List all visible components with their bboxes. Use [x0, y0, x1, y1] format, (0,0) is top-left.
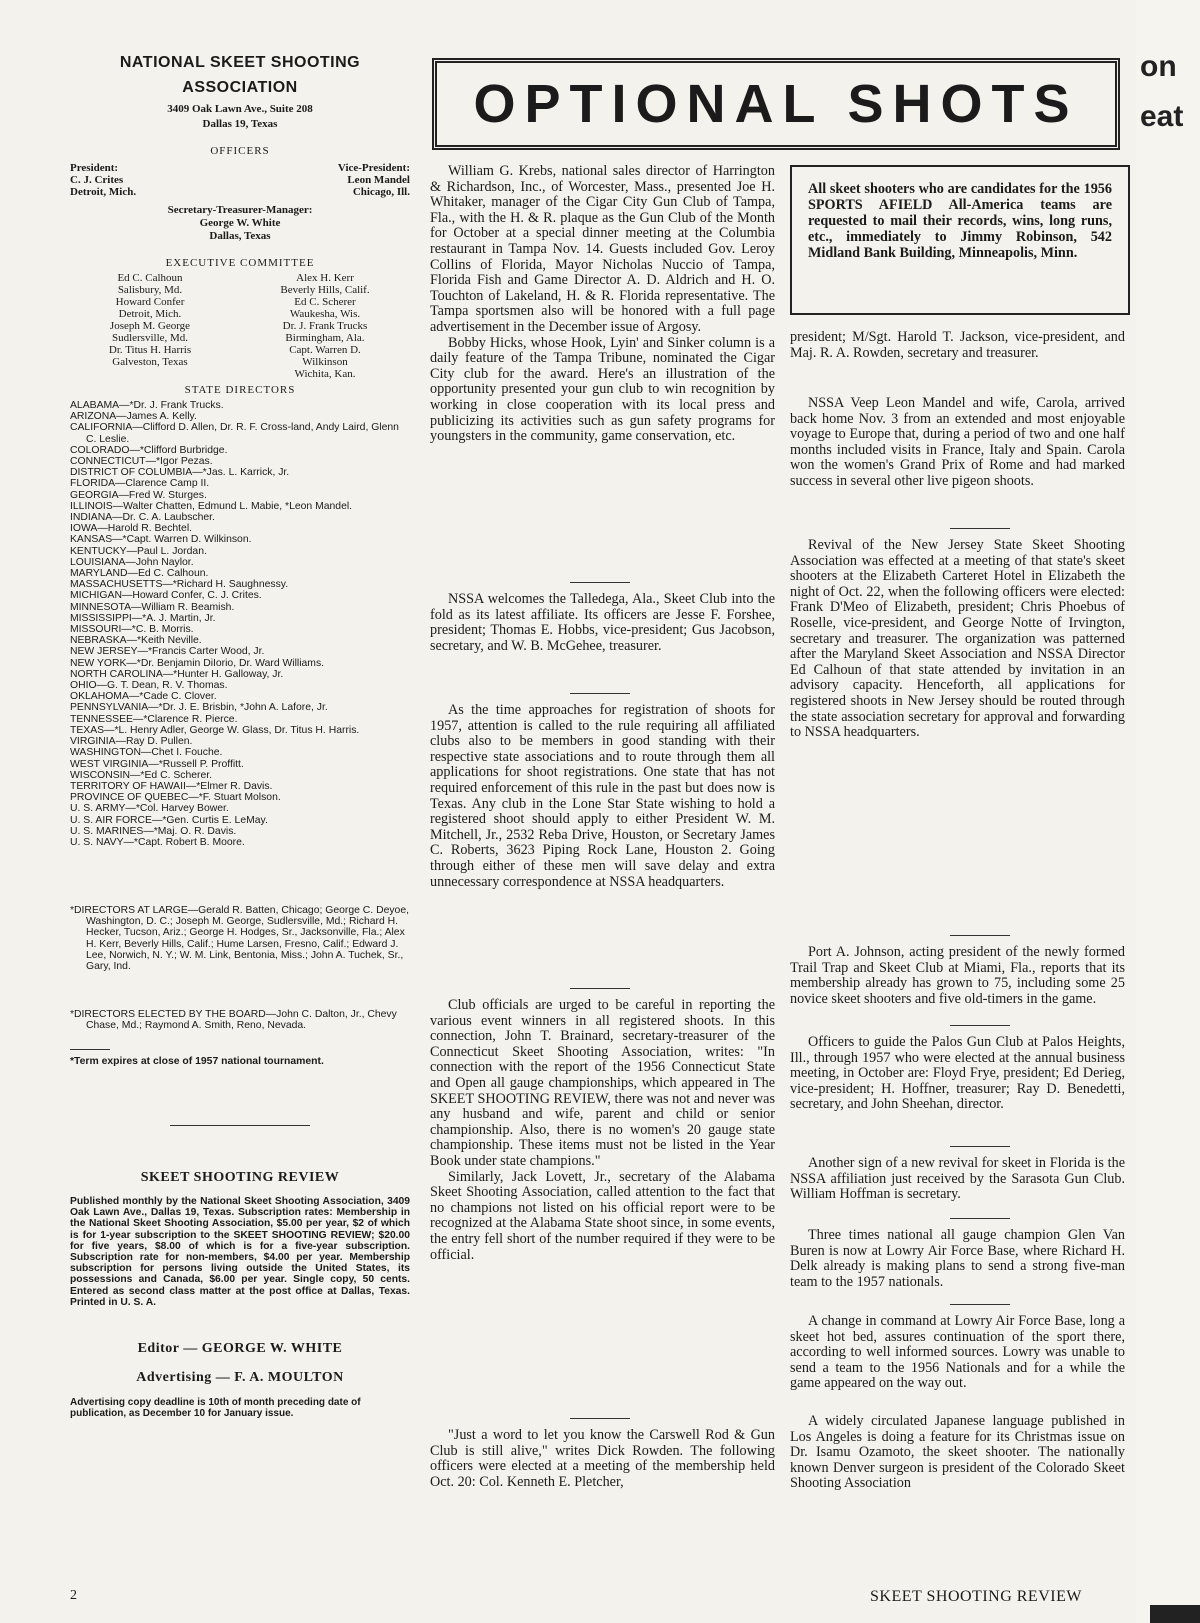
secretary-name: George W. White	[199, 217, 281, 229]
state-director-entry: CALIFORNIA—Clifford D. Allen, Dr. R. F. Cross-land, Andy Laird, Glenn C. Leslie.	[70, 422, 399, 445]
state-director-entry: MISSISSIPPI—*A. J. Martin, Jr.	[70, 612, 216, 624]
president-city: Detroit, Mich.	[70, 186, 137, 198]
exec-city: Beverly Hills, Calif.	[280, 284, 370, 296]
exec-member: Ed C. Calhoun	[117, 272, 183, 284]
state-director-entry: U. S. MARINES—*Maj. O. R. Davis.	[70, 825, 237, 837]
state-director-entry: ALABAMA—*Dr. J. Frank Trucks.	[70, 400, 224, 411]
state-director-entry: LOUISIANA—John Naylor.	[70, 556, 194, 568]
president-name: C. J. Crites	[70, 174, 124, 186]
separator-rule	[950, 1146, 1010, 1147]
article-paragraph: As the time approaches for registration of shoots for 1957, attention is called to the rule requiring all affiliated clubs also to be members in good standing with their respective state associations and to route through them all applications for shoot registrations. One state that has not required enforcement of this rule in the past but does now is Texas. Any club in the Lone Star State wishing to hold a registered shoot should apply to either President W. M. Mitchell, Jr., 2532 Reba Drive, Houston, or Secretary James C. Roberts, 3623 Piping Rock Lane, Houston 2. Going through either of these men will save delay and extra unnecessary correspondence at NSSA headquarters.	[430, 702, 775, 890]
state-directors-list	[70, 400, 410, 848]
article-block	[430, 998, 775, 1263]
article-paragraph: A widely circulated Japanese language published in Los Angeles is doing a feature for its Christmas issue on Dr. Isamu Ozamoto, the skeet shooter. The nationally known Denver surgeon is president of the Colorado Skeet Shooting Association	[790, 1413, 1125, 1492]
state-director-entry: NEW JERSEY—*Francis Carter Wood, Jr.	[70, 646, 265, 658]
article-block	[430, 1428, 775, 1490]
article-block	[790, 1156, 1125, 1203]
article-paragraph: Revival of the New Jersey State Skeet Shooting Association was effected at a meeting of that state's skeet shooters at the Elizabeth Carteret Hotel in Elizabeth the night of Oct. 22, when the following officers were elected: Frank D'Meo of Elizabeth, president; Chris Phoebus of Roselle, vice-president, and George Notte of Irvington, secretary and treasurer. The organization was patterned after the Maryland Skeet Association and NSSA Director Ed Calhoun of that state attended by invitation in an advisory capacity. Henceforth, all applications for registered shoots in New Jersey should be routed through the state association secretary for approval and forwarding to NSSA headquarters.	[790, 537, 1125, 741]
state-director-entry: INDIANA—Dr. C. A. Laubscher.	[70, 512, 215, 524]
state-director-entry: NORTH CAROLINA—*Hunter H. Galloway, Jr.	[70, 668, 284, 680]
state-director-entry: NEW YORK—*Dr. Benjamin DiIorio, Dr. Ward Williams.	[70, 657, 325, 669]
exec-committee-left	[70, 272, 230, 368]
exec-member: Alex H. Kerr	[296, 272, 354, 284]
advertising-credit: Advertising — F. A. MOULTON	[136, 1370, 344, 1385]
article-block	[430, 164, 775, 445]
article-block	[790, 945, 1125, 1007]
directors-at-large: *DIRECTORS AT LARGE—Gerald R. Batten, Chicago; George C. Deyoe, Washington, D. C.; Joseph M. George, Sudlersville, Md.; Richard H. Hecker, Tucson, Ariz.; George H. Hodges, Sr., Jacksonville, Fla.; Alex H. Kerr, Beverly Hills, Calif.; Hume Larsen, Fresno, Calif.; Edward J. Lee, Norwich, N. Y.; W. M. Link, Bentonia, Miss.; John A. Tuchek, Sr., Gary, Ind.	[70, 905, 409, 973]
state-director-entry: OHIO—G. T. Dean, R. V. Thomas.	[70, 680, 228, 692]
editor-credit: Editor — GEORGE W. WHITE	[137, 1341, 343, 1356]
article-paragraph: Bobby Hicks, whose Hook, Lyin' and Sinker column is a daily feature of the Tampa Tribune, nominated the Cigar City club for the award. Here's an illustration of the opportunity presented your gun club to win recognition by working in close cooperation with its local press and publicizing its activities such as gun safety programs for youngsters in the community, game conservation, etc.	[430, 334, 775, 445]
org-title-line2: ASSOCIATION	[182, 79, 298, 96]
state-director-entry: COLORADO—*Clifford Burbridge.	[70, 444, 228, 456]
separator-rule	[570, 988, 630, 989]
state-director-entry: MINNESOTA—William R. Beamish.	[70, 601, 235, 613]
secretary-block	[70, 204, 410, 243]
exec-city: Sudlersville, Md.	[111, 332, 189, 344]
article-paragraph: Club officials are urged to be careful in reporting the various event winners in all registered shoots. In this connection, John T. Brainard, secretary-treasurer of the Connecticut Skeet Shooting Association, writes: "In connection with the report of the 1956 Connecticut State and Open all gauge championships, which appeared in The SKEET SHOOTING REVIEW, there was not and never was any husband and wife, parent and child or senior championship. Also, there is no women's 20 gauge state championship. These items must not be listed in the Year Book under state champions."	[430, 997, 775, 1169]
separator-rule	[950, 935, 1010, 936]
exec-city: Waukesha, Wis.	[289, 308, 361, 320]
state-director-entry: OKLAHOMA—*Cade C. Clover.	[70, 691, 217, 703]
advertising-deadline-note: Advertising copy deadline is 10th of month preceding date of publication, as December 10 for January issue.	[70, 1397, 361, 1419]
state-director-entry: MASSACHUSETTS—*Richard H. Saughnessy.	[70, 579, 289, 591]
exec-city: Birmingham, Ala.	[285, 332, 365, 344]
state-director-entry: U. S. NAVY—*Capt. Robert B. Moore.	[70, 836, 245, 848]
term-note: *Term expires at close of 1957 national tournament.	[70, 1056, 324, 1067]
exec-committee-right	[240, 272, 410, 380]
state-director-entry: PENNSYLVANIA—*Dr. J. E. Brisbin, *John A. Lafore, Jr.	[70, 702, 328, 714]
president-label: President:	[70, 162, 119, 174]
state-director-entry: MICHIGAN—Howard Confer, C. J. Crites.	[70, 590, 262, 602]
secretary-city: Dallas, Texas	[209, 230, 271, 242]
state-director-entry: KANSAS—*Capt. Warren D. Wilkinson.	[70, 534, 252, 546]
exec-city: Wichita, Kan.	[294, 368, 356, 380]
article-block	[790, 1314, 1125, 1392]
article-paragraph: Another sign of a new revival for skeet in Florida is the NSSA affiliation just received by the Sarasota Gun Club. William Hoffman is secretary.	[790, 1155, 1125, 1203]
exec-city: Galveston, Texas	[112, 356, 188, 368]
footnote-rule	[70, 1049, 110, 1050]
address-line1: 3409 Oak Lawn Ave., Suite 208	[167, 103, 313, 115]
separator-rule	[950, 1218, 1010, 1219]
president-block	[70, 162, 136, 198]
exec-member: Dr. Titus H. Harris	[108, 344, 192, 356]
state-director-entry: U. S. ARMY—*Col. Harvey Bower.	[70, 803, 229, 815]
state-director-entry: WISCONSIN—*Ed C. Scherer.	[70, 769, 213, 781]
state-directors-heading: STATE DIRECTORS	[184, 384, 296, 396]
article-block	[430, 592, 775, 654]
bleed-heading-fragment: eat	[1140, 100, 1184, 133]
vp-city: Chicago, Ill.	[352, 186, 410, 198]
article-paragraph: A change in command at Lowry Air Force Base, long a skeet hot bed, assures continuation of the sport there, according to well informed sources. Lowry was unable to send a team to the 1956 Nationals and for a while the game appeared on the way out.	[790, 1313, 1125, 1392]
article-paragraph: William G. Krebs, national sales director of Harrington & Richardson, Inc., of Worcester, Mass., presented Joe H. Whitaker, manager of the Cigar City Gun Club of Tampa, Fla., with the H. & R. plaque as the Gun Club of the Month for October at a special dinner meeting at the Columbia restaurant in Tampa Nov. 14. Guests included Gov. Leroy Collins of Florida, Mayor Nicholas Nuccio of Tampa, Florida Fish and Game Director A. D. Aldrich and H. O. Touchton of Lakeland, H. & R. Florida representative. The Tampa sportsmen also will be honored with a full page advertisement in the December issue of Argosy.	[430, 163, 775, 335]
article-paragraph: NSSA Veep Leon Mandel and wife, Carola, arrived back home Nov. 3 from an extended and most enjoyable voyage to Europe that, during a period of two and one half months included visits in France, Italy and Spain. Carola won the women's Grand Prix of Rome and had marked success in several other live pigeon shoots.	[790, 395, 1125, 489]
adjacent-page-bleed	[1136, 0, 1200, 1623]
state-director-entry: NEBRASKA—*Keith Neville.	[70, 635, 202, 647]
state-director-entry: FLORIDA—Clarence Camp II.	[70, 478, 210, 490]
secretary-label: Secretary-Treasurer-Manager:	[167, 204, 313, 216]
org-title-line1: NATIONAL SKEET SHOOTING	[119, 54, 361, 71]
article-block	[790, 396, 1125, 490]
state-director-entry: PROVINCE OF QUEBEC—*F. Stuart Molson.	[70, 792, 281, 804]
exec-city: Detroit, Mich.	[118, 308, 182, 320]
article-block	[790, 1414, 1125, 1492]
separator-rule	[570, 582, 630, 583]
state-director-entry: ARIZONA—James A. Kelly.	[70, 411, 197, 423]
bleed-heading-fragment: on	[1140, 50, 1177, 83]
notice-text: All skeet shooters who are candidates for the 1956 SPORTS AFIELD All-America teams are requested to mail their records, wins, long runs, etc., immediately to Jimmy Robinson, 542 Midland Bank Building, Minneapolis, Minn.	[808, 181, 1112, 261]
article-paragraph: NSSA welcomes the Talledega, Ala., Skeet Club into the fold as its latest affiliate. Its officers are Jesse F. Forshee, president; Thomas E. Hobbs, vice-president; Gus Jacobson, secretary, and W. B. McGehee, treasurer.	[430, 591, 775, 654]
separator-rule	[950, 1304, 1010, 1305]
state-director-entry: TERRITORY OF HAWAII—*Elmer R. Davis.	[70, 780, 273, 792]
vp-name: Leon Mandel	[347, 174, 410, 186]
state-director-entry: U. S. AIR FORCE—*Gen. Curtis E. LeMay.	[70, 814, 268, 826]
state-director-entry: VIRGINIA—Ray D. Pullen.	[70, 736, 193, 748]
running-footer-title: SKEET SHOOTING REVIEW	[870, 1588, 1082, 1605]
article-block	[430, 703, 775, 890]
state-director-entry: TENNESSEE—*Clarence R. Pierce.	[70, 713, 238, 725]
review-publication-info: Published monthly by the National Skeet Shooting Association, 3409 Oak Lawn Ave., Dallas 19, Texas. Subscription rates: Membership in the National Skeet Shooting Association, $5.00 per year, $2 of which is for 1-year subscription to the SKEET SHOOTING REVIEW; $20.00 for five years, $8.00 of which is for a five-year subscription. Subscription rate for non-members, $4.00 per year. Membership subscription for persons living outside the United States, its possessions and Canada, $6.00 per year. Single copy, 50 cents. Entered as second class matter at the post office at Dallas, Texas. Printed in U. S. A.	[70, 1196, 410, 1308]
page-edge-shadow	[1150, 1605, 1200, 1623]
review-heading: SKEET SHOOTING REVIEW	[140, 1170, 340, 1185]
separator-rule	[950, 528, 1010, 529]
exec-member: Dr. J. Frank Trucks	[282, 320, 368, 332]
state-director-entry: CONNECTICUT—*Igor Pezas.	[70, 456, 213, 468]
article-block	[790, 1228, 1125, 1290]
state-director-entry: ILLINOIS—Walter Chatten, Edmund L. Mabie, *Leon Mandel.	[70, 500, 353, 512]
page-number: 2	[70, 1588, 77, 1603]
vice-president-block	[338, 162, 410, 198]
officers-heading: OFFICERS	[210, 145, 270, 157]
exec-member: Wilkinson	[302, 356, 348, 368]
state-director-entry: MISSOURI—*C. B. Morris.	[70, 624, 194, 636]
separator-rule	[950, 1025, 1010, 1026]
article-paragraph: president; M/Sgt. Harold T. Jackson, vice-president, and Maj. R. A. Rowden, secretary and treasurer.	[790, 329, 1125, 361]
article-paragraph: Similarly, Jack Lovett, Jr., secretary of the Alabama Skeet Shooting Association, called attention to the fact that no champions not listed on his official report were to be recognized at the Alabama State shoot since, in some events, the entry fell short of the number required if they were to be official.	[430, 1168, 775, 1263]
article-paragraph: Port A. Johnson, acting president of the newly formed Trail Trap and Skeet Club at Miami, Fla., reports that its membership already has grown to 75, including some 25 novice skeet shooters and five old-timers in the game.	[790, 944, 1125, 1007]
state-director-entry: WEST VIRGINIA—*Russell P. Proffitt.	[70, 758, 244, 770]
vp-label: Vice-President:	[337, 162, 410, 174]
exec-member: Howard Confer	[115, 296, 185, 308]
all-america-notice-box	[790, 165, 1130, 315]
state-director-entry: KENTUCKY—Paul L. Jordan.	[70, 545, 207, 557]
section-rule	[170, 1125, 310, 1126]
banner-title: OPTIONAL SHOTS	[473, 74, 1079, 134]
state-director-entry: WASHINGTON—Chet I. Fouche.	[70, 747, 223, 759]
exec-city: Salisbury, Md.	[117, 284, 183, 296]
state-director-entry: IOWA—Harold R. Bechtel.	[70, 523, 193, 535]
article-block	[790, 330, 1125, 361]
executive-committee-heading: EXECUTIVE COMMITTEE	[165, 257, 315, 269]
state-director-entry: GEORGIA—Fred W. Sturges.	[70, 489, 207, 501]
separator-rule	[570, 693, 630, 694]
state-director-entry: MARYLAND—Ed C. Calhoun.	[70, 568, 209, 580]
optional-shots-banner	[432, 58, 1120, 150]
article-paragraph: Three times national all gauge champion Glen Van Buren is now at Lowry Air Force Base, where Richard H. Delk already is making plans to send a strong five-man team to the 1957 nationals.	[790, 1227, 1125, 1290]
state-director-entry: TEXAS—*L. Henry Adler, George W. Glass, Dr. Titus H. Harris.	[70, 724, 360, 736]
article-block	[790, 538, 1125, 741]
exec-member: Joseph M. George	[109, 320, 191, 332]
exec-member: Ed C. Scherer	[294, 296, 356, 308]
article-block	[790, 1035, 1125, 1113]
article-paragraph: "Just a word to let you know the Carswell Rod & Gun Club is still alive," writes Dick Rowden. The following officers were elected at a meeting of the membership held Oct. 20: Col. Kenneth E. Pletcher,	[430, 1427, 775, 1490]
article-paragraph: Officers to guide the Palos Gun Club at Palos Heights, Ill., through 1957 who were elected at the annual business meeting, in October are: Floyd Frye, president; Ed Derieg, vice-president; H. Hoffner, treasurer; Ray D. Benedetti, secretary, and John Sheehan, director.	[790, 1034, 1125, 1113]
directors-by-board: *DIRECTORS ELECTED BY THE BOARD—John C. Dalton, Jr., Chevy Chase, Md.; Raymond A. Smith, Reno, Nevada.	[70, 1009, 397, 1032]
address-line2: Dallas 19, Texas	[202, 118, 278, 130]
exec-member: Capt. Warren D.	[289, 344, 361, 356]
separator-rule	[570, 1418, 630, 1419]
state-director-entry: DISTRICT OF COLUMBIA—*Jas. L. Karrick, Jr.	[70, 467, 290, 479]
